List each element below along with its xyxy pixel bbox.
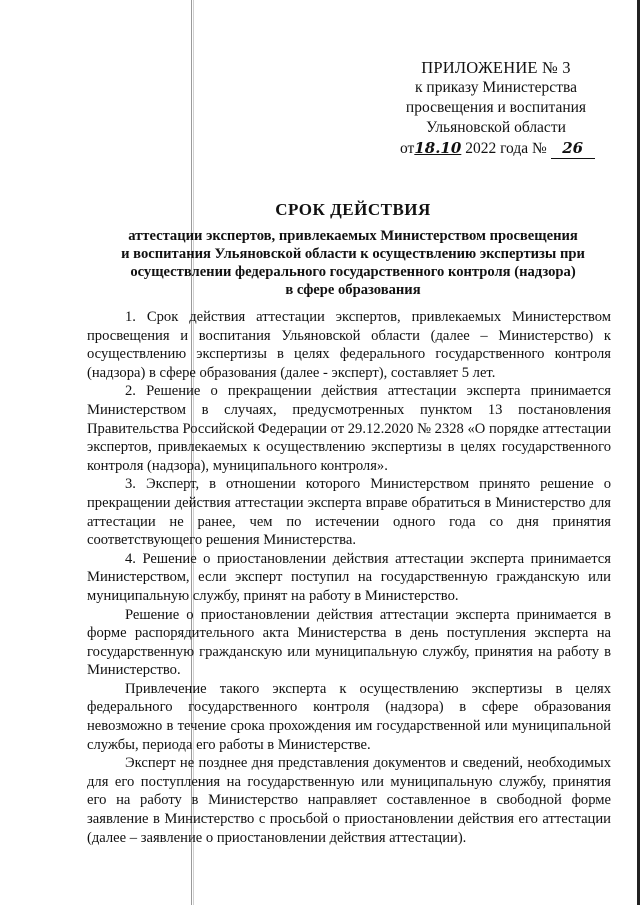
handwritten-date: 18.10	[414, 139, 462, 157]
heading-line: осуществлении федерального государственного контроля (надзора)	[130, 264, 576, 280]
paragraph: 2. Решение о прекращении действия аттестации эксперта принимается Министерством в случаях, предусмотренных пунктом 13 постановления Правительства Российской Федерации от 29.12.2020 № 2328 «О порядке аттестации экспертов, привлекаемых к осуществлению экспертизы в целях государственного контроля (надзора), муниципального контроля».	[87, 383, 611, 474]
paragraph: Эксперт не позднее дня представления документов и сведений, необходимых для его поступления на государственную или муниципальную службу, принятия его на работу в Министерство направляет составленное в свободной форме заявление в Министерство с просьбой о приостановлении действия его аттестации (далее – заявление о приостановлении действия аттестации).	[87, 755, 611, 846]
appendix-line: к приказу Министерства	[415, 79, 577, 96]
paragraph: Привлечение такого эксперта к осуществлению экспертизы в целях федерального государственного контроля (надзора) в сфере образования невозможно в течение срока прохождения им государственной или муниципальной службы, периода его работы в Министерстве.	[87, 680, 611, 753]
heading-title: СРОК ДЕЙСТВИЯ	[275, 200, 431, 219]
heading-line: аттестации экспертов, привлекаемых Министерством просвещения	[128, 228, 578, 244]
paragraph: 4. Решение о приостановлении действия аттестации эксперта принимается Министерством, если эксперт поступил на государственную гражданскую или муниципальную службу, принят на работу в Министерство.	[87, 550, 611, 604]
handwritten-number: 26	[551, 138, 595, 159]
paragraph: 3. Эксперт, в отношении которого Министерством принято решение о прекращении действия аттестации эксперта вправе обратиться в Министерство для аттестации не ранее, чем по истечении одного года со дня принятия соответствующего решения Министерства.	[87, 476, 611, 549]
appendix-block	[400, 58, 592, 159]
date-prefix: от	[400, 140, 415, 157]
appendix-line: просвещения и воспитания	[405, 99, 587, 116]
heading-line: в сфере образования	[285, 282, 421, 298]
document-heading	[96, 200, 610, 299]
appendix-title: ПРИЛОЖЕНИЕ № 3	[421, 58, 571, 77]
date-suffix: 2022 года №	[465, 140, 547, 157]
paragraph: 1. Срок действия аттестации экспертов, привлекаемых Министерством просвещения и воспитания Ульяновской области (далее – Министерство) к осуществлению экспертизы в целях федерального государственного контроля (надзора) в сфере образования (далее - эксперт), составляет 5 лет.	[87, 309, 611, 381]
appendix-line: Ульяновской области	[426, 119, 566, 136]
paragraph: Решение о приостановлении действия аттестации эксперта принимается в форме распорядительного акта Министерства в день поступления эксперта на государственную гражданскую или муниципальную службу, принятия на работу в Министерство.	[87, 606, 611, 679]
heading-line: и воспитания Ульяновской области к осуществлению экспертизы при	[121, 246, 585, 262]
appendix-date-line	[400, 138, 592, 159]
document-body	[87, 308, 611, 847]
